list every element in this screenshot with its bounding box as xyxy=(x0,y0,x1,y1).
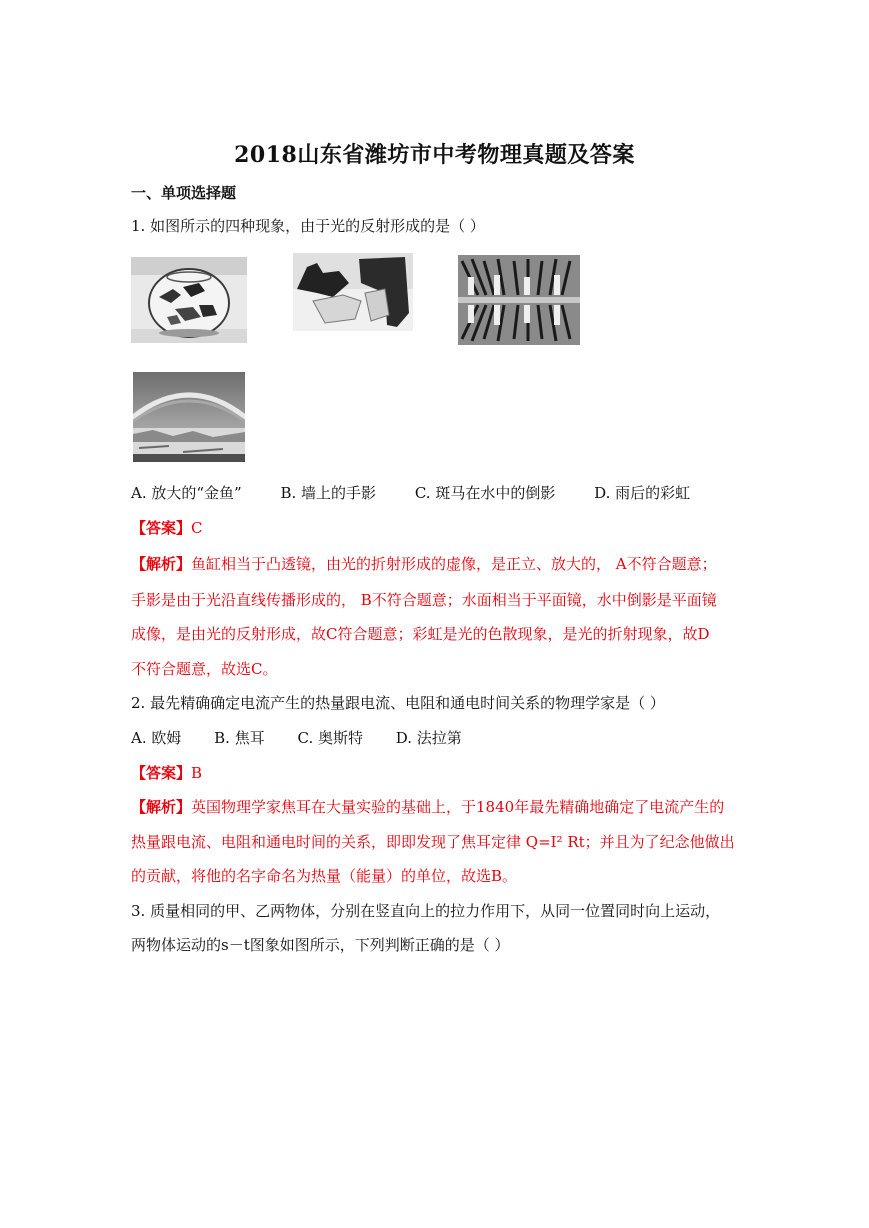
hand-shadow-image xyxy=(293,253,413,331)
question-2-options xyxy=(131,728,462,748)
option-d[interactable]: D. 法拉第 xyxy=(395,729,462,747)
answer-value: C xyxy=(191,519,203,537)
option-c[interactable]: C. 奥斯特 xyxy=(297,729,363,747)
analysis-label: 【解析】 xyxy=(131,798,192,816)
zebra-reflection-image xyxy=(458,255,580,345)
option-b[interactable]: B. 焦耳 xyxy=(214,729,265,747)
question-1-analysis-line-4: 不符合题意，故选C。 xyxy=(131,660,278,678)
analysis-label: 【解析】 xyxy=(131,555,192,573)
question-2-analysis-line-3: 的贡献，将他的名字命名为热量（能量）的单位，故选B。 xyxy=(131,867,518,885)
option-a[interactable]: A. 放大的“金鱼” xyxy=(131,484,242,502)
answer-label: 【答案】 xyxy=(131,519,192,537)
question-3-stem-line-2: 两物体运动的s－t图象如图所示，下列判断正确的是（ ） xyxy=(131,936,510,954)
question-2-answer xyxy=(131,763,202,783)
question-1-analysis-line-1 xyxy=(131,554,717,574)
page-title: 2018山东省潍坊市中考物理真题及答案 xyxy=(234,142,635,168)
analysis-text: 英国物理学家焦耳在大量实验的基础上，于1840年最先精确地确定了电流产生的 xyxy=(191,798,725,816)
option-a[interactable]: A. 欧姆 xyxy=(131,729,182,747)
question-2-stem: 2. 最先精确确定电流产生的热量跟电流、电阻和通电时间关系的物理学家是（ ） xyxy=(131,694,665,712)
question-1-analysis-line-3: 成像，是由光的反射形成，故C符合题意；彩虹是光的色散现象，是光的折射现象，故D xyxy=(131,625,710,643)
answer-label: 【答案】 xyxy=(131,764,192,782)
question-2-analysis-line-2: 热量跟电流、电阻和通电时间的关系，即即发现了焦耳定律 Q=I² Rt；并且为了纪念他做出 xyxy=(131,833,735,851)
question-1-options xyxy=(131,483,690,503)
option-d[interactable]: D. 雨后的彩虹 xyxy=(594,484,691,502)
option-c[interactable]: C. 斑马在水中的倒影 xyxy=(414,484,556,502)
question-1-answer xyxy=(131,518,203,538)
goldfish-bowl-image xyxy=(131,257,247,343)
analysis-text: 鱼缸相当于凸透镜，由光的折射形成的虚像，是正立、放大的， A不符合题意； xyxy=(191,555,717,573)
option-b[interactable]: B. 墙上的手影 xyxy=(280,484,377,502)
section-heading: 一、单项选择题 xyxy=(131,184,237,202)
question-3-stem-line-1: 3. 质量相同的甲、乙两物体，分别在竖直向上的拉力作用下，从同一位置同时向上运动， xyxy=(131,902,721,920)
rainbow-image xyxy=(133,372,245,462)
answer-value: B xyxy=(191,764,203,782)
question-1-stem: 1. 如图所示的四种现象，由于光的反射形成的是（ ） xyxy=(131,217,485,235)
question-2-analysis-line-1 xyxy=(131,797,724,817)
question-1-analysis-line-2: 手影是由于光沿直线传播形成的， B不符合题意；水面相当于平面镜，水中倒影是平面镜 xyxy=(131,591,717,609)
